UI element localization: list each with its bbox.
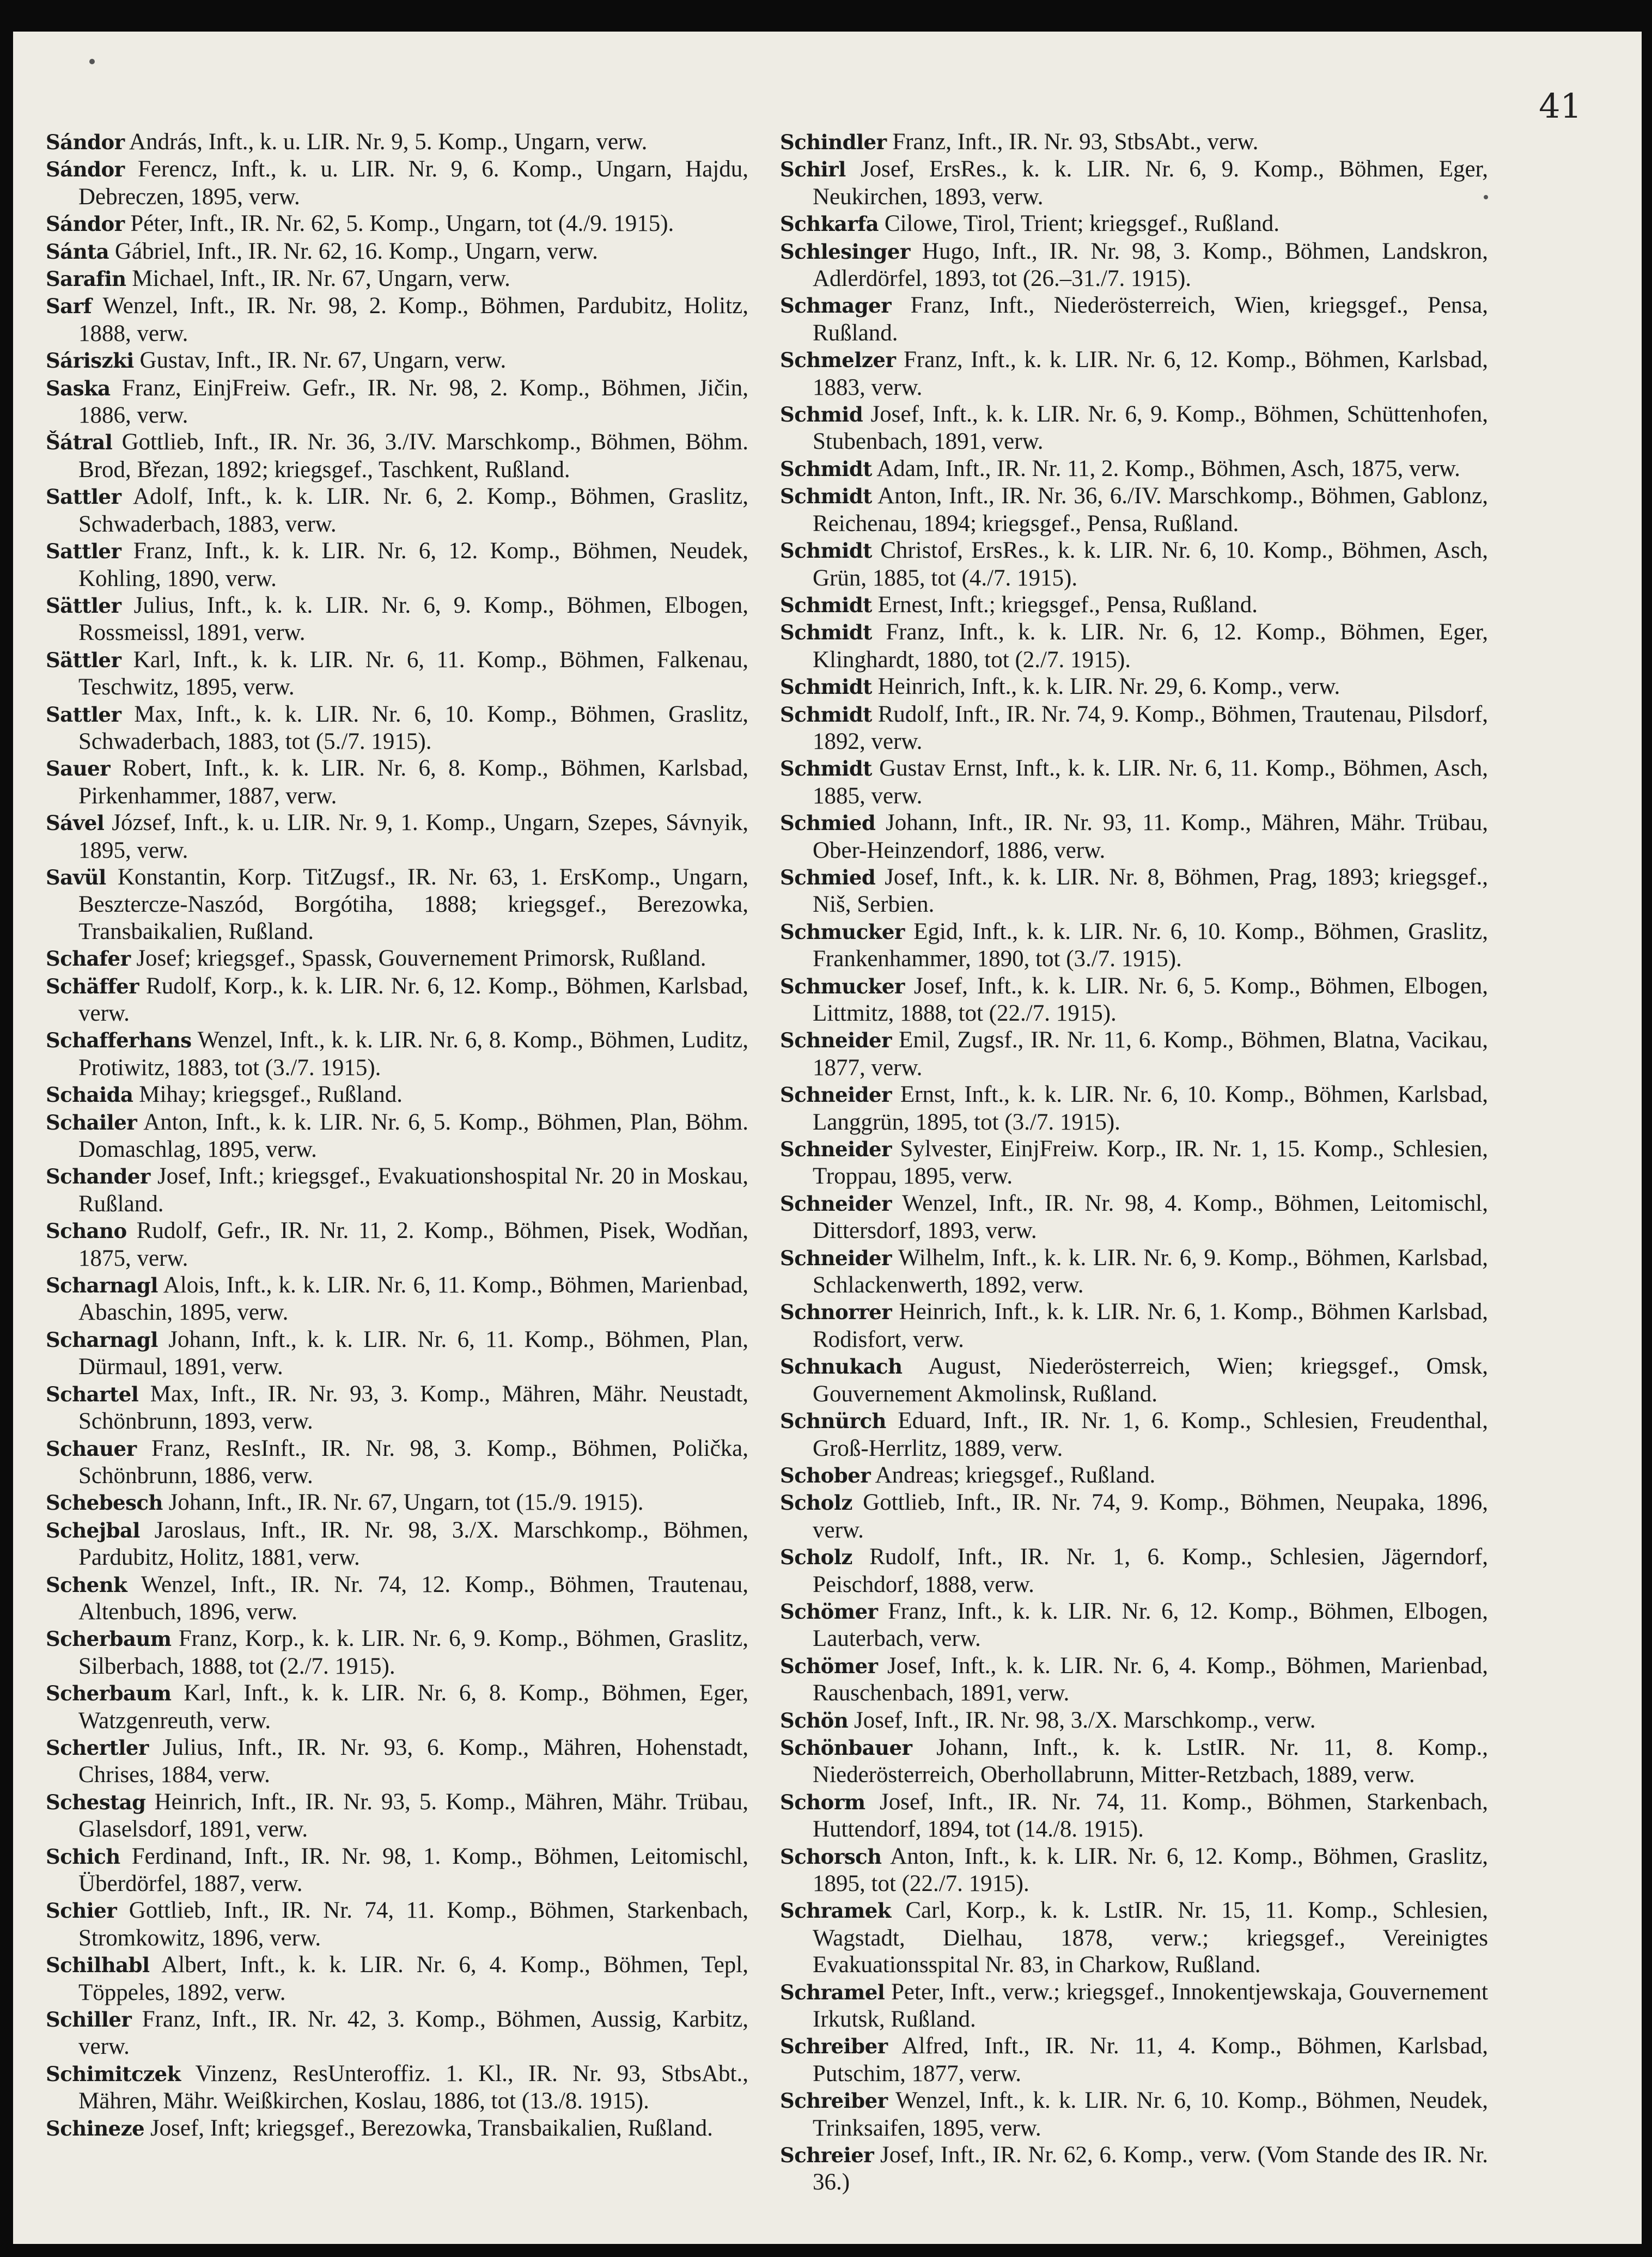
entry-surname: Schneider <box>780 1191 892 1216</box>
entry-surname: Schimitczek <box>46 2061 181 2086</box>
entry-details: Julius, Inft., IR. Nr. 93, 6. Komp., Mähren, Hohenstadt, Chrises, 1884, verw. <box>78 1734 748 1788</box>
entry-details: Ernest, Inft.; kriegsgef., Pensa, Rußland. <box>871 591 1258 618</box>
register-entry <box>780 973 1488 1027</box>
entry-surname: Schano <box>46 1219 127 1243</box>
register-entry <box>780 1544 1488 1598</box>
entry-details: Josef, Inft., k. k. LIR. Nr. 6, 9. Komp., Böhmen, Schüttenhofen, Stubenbach, 1891, verw. <box>813 401 1488 455</box>
register-entry <box>46 592 748 646</box>
entry-details: Alfred, Inft., IR. Nr. 11, 4. Komp., Böhmen, Karlsbad, Putschim, 1877, verw. <box>813 2033 1488 2087</box>
register-entry <box>780 1734 1488 1789</box>
register-entry <box>780 1598 1488 1652</box>
register-entry <box>46 429 748 483</box>
register-entry <box>780 1136 1488 1190</box>
entry-surname: Schmidt <box>780 675 872 699</box>
entry-details: András, Inft., k. u. LIR. Nr. 9, 5. Komp., Ungarn, verw. <box>124 129 648 155</box>
entry-details: Anton, Inft., IR. Nr. 36, 6./IV. Marschkomp., Böhmen, Gablonz, Reichenau, 1894; kriegsgef., Pensa, Rußland. <box>813 483 1488 536</box>
entry-surname: Schineze <box>46 2116 145 2140</box>
entry-surname: Šátral <box>46 430 113 455</box>
entry-details: Albert, Inft., k. k. LIR. Nr. 6, 4. Komp., Böhmen, Tepl, Töppeles, 1892, verw. <box>78 1952 748 2005</box>
register-entry <box>46 1625 748 1680</box>
register-entry <box>46 809 748 864</box>
entry-surname: Saska <box>46 376 111 400</box>
entry-details: Gábriel, Inft., IR. Nr. 62, 16. Komp., Ungarn, verw. <box>109 238 598 264</box>
register-entry <box>780 1979 1488 2033</box>
entry-surname: Schlesinger <box>780 239 910 264</box>
entry-details: Franz, Inft., k. k. LIR. Nr. 6, 12. Komp., Böhmen, Neudek, Kohling, 1890, verw. <box>78 538 748 591</box>
register-entry <box>46 129 748 156</box>
register-entry <box>46 292 748 347</box>
register-entry <box>46 646 748 701</box>
entry-surname: Schmidt <box>780 702 872 727</box>
register-entry <box>780 864 1488 918</box>
entry-surname: Schönbauer <box>780 1735 912 1760</box>
entry-details: Jaroslaus, Inft., IR. Nr. 98, 3./X. Marschkomp., Böhmen, Pardubitz, Holitz, 1881, verw. <box>78 1517 748 1571</box>
register-entry <box>780 1462 1488 1489</box>
entry-surname: Schauer <box>46 1436 137 1461</box>
entry-details: Franz, Inft., k. k. LIR. Nr. 6, 12. Komp., Böhmen, Eger, Klinghardt, 1880, tot (2./7. 1915). <box>813 619 1488 673</box>
register-entry <box>46 1272 748 1326</box>
entry-details: Ernst, Inft., k. k. LIR. Nr. 6, 10. Komp., Böhmen, Karlsbad, Langgrün, 1895, tot (3./7. 1915). <box>813 1082 1488 1135</box>
page-number: 41 <box>1539 86 1582 126</box>
entry-details: Max, Inft., IR. Nr. 93, 3. Komp., Mähren, Mähr. Neustadt, Schönbrunn, 1893, verw. <box>78 1381 748 1435</box>
entry-surname: Schkarfa <box>780 212 879 236</box>
entry-surname: Schneider <box>780 1083 892 1107</box>
entry-details: Wenzel, Inft., IR. Nr. 98, 2. Komp., Böhmen, Pardubitz, Holitz, 1888, verw. <box>78 293 748 346</box>
entry-details: Eduard, Inft., IR. Nr. 1, 6. Komp., Schlesien, Freudenthal, Groß-Herrlitz, 1889, verw. <box>813 1408 1488 1461</box>
entry-surname: Schilhabl <box>46 1953 150 1978</box>
entry-surname: Schich <box>46 1844 120 1869</box>
register-entry <box>780 809 1488 864</box>
register-entry <box>46 2006 748 2060</box>
entry-surname: Schestag <box>46 1790 146 1814</box>
entry-details: Johann, Inft., k. k. LIR. Nr. 6, 11. Komp., Böhmen, Plan, Dürmaul, 1891, verw. <box>78 1326 748 1380</box>
register-entry <box>46 864 748 945</box>
register-entry <box>780 483 1488 537</box>
entry-surname: Sattler <box>46 485 121 509</box>
register-entry <box>46 1435 748 1490</box>
entry-surname: Schnukach <box>780 1355 903 1379</box>
entry-details: Wenzel, Inft., IR. Nr. 74, 12. Komp., Böhmen, Trautenau, Altenbuch, 1896, verw. <box>78 1571 748 1625</box>
entry-surname: Savül <box>46 865 106 889</box>
entry-details: Wilhelm, Inft., k. k. LIR. Nr. 6, 9. Komp., Böhmen, Karlsbad, Schlackenwerth, 1892, verw. <box>813 1245 1488 1298</box>
register-entry <box>780 2033 1488 2087</box>
register-entry <box>46 701 748 755</box>
entry-details: Karl, Inft., k. k. LIR. Nr. 6, 11. Komp., Böhmen, Falkenau, Teschwitz, 1895, verw. <box>78 646 748 700</box>
entry-details: Egid, Inft., k. k. LIR. Nr. 6, 10. Komp., Böhmen, Graslitz, Frankenhammer, 1890, tot (3./7. 1915). <box>813 918 1488 972</box>
register-entry <box>46 238 748 265</box>
entry-details: Franz, Inft., IR. Nr. 42, 3. Komp., Böhmen, Aussig, Karbitz, verw. <box>78 2006 748 2060</box>
entry-details: Josef, Inft., k. k. LIR. Nr. 6, 4. Komp., Böhmen, Marienbad, Rauschenbach, 1891, verw. <box>813 1652 1488 1706</box>
register-entry <box>780 701 1488 755</box>
register-entry <box>780 619 1488 673</box>
entry-details: Julius, Inft., k. k. LIR. Nr. 6, 9. Komp., Böhmen, Elbogen, Rossmeissl, 1891, verw. <box>78 592 748 646</box>
entry-details: Franz, Inft., IR. Nr. 93, StbsAbt., verw. <box>886 129 1259 155</box>
entry-details: Franz, Korp., k. k. LIR. Nr. 6, 9. Komp., Böhmen, Graslitz, Silberbach, 1888, tot (2./7. 1915). <box>78 1626 748 1679</box>
entry-surname: Sándor <box>46 212 125 236</box>
entry-details: Péter, Inft., IR. Nr. 62, 5. Komp., Ungarn, tot (4./9. 1915). <box>124 211 674 237</box>
entry-surname: Schneider <box>780 1246 892 1270</box>
entry-details: Vinzenz, ResUnteroffiz. 1. Kl., IR. Nr. 93, StbsAbt., Mähren, Mähr. Weißkirchen, Koslau, 1886, tot (13./8. 1915). <box>78 2060 748 2114</box>
entry-surname: Schmidt <box>780 484 872 509</box>
entry-surname: Schramek <box>780 1899 891 1923</box>
register-entry <box>46 1489 748 1516</box>
register-entry <box>780 1897 1488 1978</box>
entry-details: Heinrich, Inft., k. k. LIR. Nr. 29, 6. Komp., verw. <box>871 674 1340 700</box>
register-entry <box>46 1517 748 1571</box>
register-entry <box>46 375 748 429</box>
register-entry <box>46 1843 748 1898</box>
entry-surname: Schneider <box>780 1028 892 1053</box>
entry-details: Josef, Inft., k. k. LIR. Nr. 8, Böhmen, Prag, 1893; kriegsgef., Niš, Serbien. <box>813 864 1488 918</box>
entry-details: Josef, Inft., IR. Nr. 62, 6. Komp., verw. (Vom Stande des IR. Nr. 36.) <box>813 2142 1488 2195</box>
entry-surname: Sável <box>46 811 105 835</box>
entry-details: Franz, Inft., Niederösterreich, Wien, kriegsgef., Pensa, Rußland. <box>813 292 1488 346</box>
entry-surname: Sättler <box>46 648 121 672</box>
entry-surname: Schramel <box>780 1980 885 2004</box>
register-entry <box>46 1680 748 1734</box>
register-entry <box>46 1109 748 1163</box>
entry-surname: Schailer <box>46 1110 137 1134</box>
entry-surname: Schmied <box>780 811 876 835</box>
entry-details: Michael, Inft., IR. Nr. 67, Ungarn, verw. <box>126 266 510 292</box>
register-entry <box>46 265 748 292</box>
register-entry <box>780 238 1488 292</box>
register-entry <box>46 1571 748 1626</box>
register-entry <box>46 2060 748 2115</box>
register-entry <box>780 1843 1488 1898</box>
entry-surname: Schorsch <box>780 1844 882 1869</box>
entry-surname: Schaida <box>46 1083 133 1107</box>
entry-details: Josef, ErsRes., k. k. LIR. Nr. 6, 9. Komp., Böhmen, Eger, Neukirchen, 1893, verw. <box>813 156 1488 210</box>
register-entry <box>46 347 748 374</box>
entry-surname: Sándor <box>46 130 125 154</box>
entry-surname: Schmager <box>780 294 892 318</box>
register-entry <box>780 1353 1488 1407</box>
document-page <box>13 32 1642 2244</box>
register-entry <box>780 156 1488 210</box>
entry-surname: Schreiber <box>780 2034 888 2059</box>
entry-details: Gottlieb, Inft., IR. Nr. 74, 11. Komp., Böhmen, Starkenbach, Stromkowitz, 1896, verw. <box>78 1898 748 1951</box>
register-entry <box>780 1707 1488 1734</box>
entry-details: Johann, Inft., IR. Nr. 67, Ungarn, tot (15./9. 1915). <box>162 1490 644 1516</box>
register-entry <box>780 1489 1488 1544</box>
entry-details: Christof, ErsRes., k. k. LIR. Nr. 6, 10. Komp., Böhmen, Asch, Grün, 1885, tot (4./7. 1915). <box>813 538 1488 591</box>
entry-surname: Sánta <box>46 239 109 264</box>
entry-surname: Schmied <box>780 865 876 889</box>
register-entry <box>46 538 748 592</box>
register-entry <box>780 2142 1488 2196</box>
register-entry <box>46 156 748 210</box>
entry-surname: Schneider <box>780 1137 892 1162</box>
entry-surname: Schirl <box>780 157 846 182</box>
entry-surname: Schiller <box>46 2008 132 2032</box>
register-entry <box>780 1245 1488 1299</box>
entry-details: Alois, Inft., k. k. LIR. Nr. 6, 11. Komp., Böhmen, Marienbad, Abaschin, 1895, verw. <box>78 1272 748 1326</box>
entry-surname: Schebesch <box>46 1491 163 1515</box>
register-entry <box>780 1027 1488 1081</box>
register-entry <box>780 292 1488 346</box>
paper-speck <box>89 59 95 64</box>
entry-details: Carl, Korp., k. k. LstIR. Nr. 15, 11. Komp., Schlesien, Wagstadt, Dielhau, 1878, verw.; kriegsgef., Vereinigtes Evakuationsspital Nr. 83, in Charkow, Rußland. <box>813 1898 1488 1978</box>
entry-details: Franz, EinjFreiw. Gefr., IR. Nr. 98, 2. Komp., Böhmen, Jičin, 1886, verw. <box>78 375 748 429</box>
entry-surname: Schmidt <box>780 539 872 563</box>
register-entry <box>46 1789 748 1843</box>
entry-details: Anton, Inft., k. k. LIR. Nr. 6, 5. Komp., Böhmen, Plan, Böhm. Domaschlag, 1895, verw. <box>78 1109 748 1163</box>
entry-details: Rudolf, Inft., IR. Nr. 74, 9. Komp., Böhmen, Trautenau, Pilsdorf, 1892, verw. <box>813 701 1488 754</box>
entry-surname: Schömer <box>780 1654 878 1678</box>
entry-surname: Schmidt <box>780 757 872 781</box>
entry-surname: Schindler <box>780 130 887 154</box>
entry-surname: Scholz <box>780 1545 852 1570</box>
entry-details: Konstantin, Korp. TitZugsf., IR. Nr. 63, 1. ErsKomp., Ungarn, Besztercze-Naszód, Borgótiha, 1888; kriegsgef., Berezowka, Transbaikalien, Rußland. <box>78 864 748 944</box>
register-entry <box>46 973 748 1027</box>
entry-details: Gottlieb, Inft., IR. Nr. 36, 3./IV. Marschkomp., Böhmen, Böhm. Brod, Březan, 1892; kriegsgef., Taschkent, Rußland. <box>78 429 748 483</box>
entry-surname: Sarafin <box>46 267 126 291</box>
register-entry <box>780 346 1488 401</box>
entry-details: Gustav Ernst, Inft., k. k. LIR. Nr. 6, 11. Komp., Böhmen, Asch, 1885, verw. <box>813 755 1488 809</box>
entry-details: Andreas; kriegsgef., Rußland. <box>870 1462 1156 1488</box>
entry-details: Rudolf, Korp., k. k. LIR. Nr. 6, 12. Komp., Böhmen, Karlsbad, verw. <box>78 973 748 1026</box>
register-entry <box>780 1652 1488 1707</box>
register-entry <box>46 945 748 972</box>
entry-surname: Schön <box>780 1708 849 1733</box>
entry-details: József, Inft., k. u. LIR. Nr. 9, 1. Komp., Ungarn, Szepes, Sávnyik, 1895, verw. <box>78 810 748 863</box>
register-entry <box>780 918 1488 973</box>
register-entry <box>780 401 1488 455</box>
register-entry <box>46 2115 748 2142</box>
register-entry <box>46 210 748 237</box>
entry-details: Josef, Inft., IR. Nr. 74, 11. Komp., Böhmen, Starkenbach, Huttendorf, 1894, tot (14./8. 1915). <box>813 1789 1488 1843</box>
entry-surname: Schmucker <box>780 974 905 998</box>
register-entry <box>46 1734 748 1789</box>
entry-details: Josef; kriegsgef., Spassk, Gouvernement Primorsk, Rußland. <box>130 945 706 972</box>
entry-surname: Schmidt <box>780 593 872 617</box>
right-column <box>780 129 1488 2196</box>
entry-surname: Schmidt <box>780 456 872 481</box>
entry-surname: Schäffer <box>46 974 139 998</box>
entry-surname: Sattler <box>46 539 121 564</box>
register-entry <box>780 755 1488 809</box>
entry-surname: Schmidt <box>780 620 872 645</box>
register-entry <box>780 1298 1488 1353</box>
entry-details: Gottlieb, Inft., IR. Nr. 74, 9. Komp., Böhmen, Neupaka, 1896, verw. <box>813 1490 1488 1543</box>
entry-details: Josef, Inft., k. k. LIR. Nr. 6, 5. Komp., Böhmen, Elbogen, Littmitz, 1888, tot (22./7. 1915). <box>813 973 1488 1026</box>
entry-details: Heinrich, Inft., k. k. LIR. Nr. 6, 1. Komp., Böhmen Karlsbad, Rodisfort, verw. <box>813 1299 1488 1352</box>
entry-surname: Scharnagl <box>46 1327 158 1352</box>
register-entry <box>780 591 1488 619</box>
entry-details: Franz, ResInft., IR. Nr. 98, 3. Komp., Böhmen, Polička, Schönbrunn, 1886, verw. <box>78 1435 748 1489</box>
entry-surname: Sándor <box>46 157 125 182</box>
register-entry <box>46 1897 748 1951</box>
register-entry <box>46 1381 748 1435</box>
entry-details: Wenzel, Inft., k. k. LIR. Nr. 6, 10. Komp., Böhmen, Neudek, Trinksaifen, 1895, verw. <box>813 2088 1488 2141</box>
entry-details: Franz, Inft., k. k. LIR. Nr. 6, 12. Komp., Böhmen, Karlsbad, 1883, verw. <box>813 347 1488 400</box>
entry-details: Sylvester, EinjFreiw. Korp., IR. Nr. 1, 15. Komp., Schlesien, Troppau, 1895, verw. <box>813 1136 1488 1190</box>
entry-details: Mihay; kriegsgef., Rußland. <box>133 1082 403 1108</box>
entry-details: Josef, Inft., IR. Nr. 98, 3./X. Marschkomp., verw. <box>848 1707 1316 1733</box>
entry-details: Robert, Inft., k. k. LIR. Nr. 6, 8. Komp., Böhmen, Karlsbad, Pirkenhammer, 1887, verw. <box>78 755 748 809</box>
entry-details: Josef, Inft.; kriegsgef., Evakuationshospital Nr. 20 in Moskau, Rußland. <box>78 1163 748 1217</box>
entry-details: Franz, Inft., k. k. LIR. Nr. 6, 12. Komp., Böhmen, Elbogen, Lauterbach, verw. <box>813 1598 1488 1652</box>
entry-details: Hugo, Inft., IR. Nr. 98, 3. Komp., Böhmen, Landskron, Adlerdörfel, 1893, tot (26.–31./7. 1915). <box>813 238 1488 292</box>
entry-surname: Schreier <box>780 2143 874 2168</box>
entry-surname: Schafer <box>46 947 131 971</box>
entry-details: Ferencz, Inft., k. u. LIR. Nr. 9, 6. Komp., Ungarn, Hajdu, Debreczen, 1895, verw. <box>78 156 748 210</box>
entry-details: Karl, Inft., k. k. LIR. Nr. 6, 8. Komp., Böhmen, Eger, Watzgenreuth, verw. <box>78 1680 748 1734</box>
left-column <box>46 129 748 2142</box>
register-entry <box>780 673 1488 700</box>
register-entry <box>780 455 1488 483</box>
entry-details: Adam, Inft., IR. Nr. 11, 2. Komp., Böhmen, Asch, 1875, verw. <box>871 455 1460 481</box>
entry-surname: Schartel <box>46 1382 139 1406</box>
entry-details: Emil, Zugsf., IR. Nr. 11, 6. Komp., Böhmen, Blatna, Vacikau, 1877, verw. <box>813 1027 1488 1081</box>
entry-surname: Scherbaum <box>46 1627 172 1651</box>
entry-details: Rudolf, Gefr., IR. Nr. 11, 2. Komp., Böhmen, Pisek, Wodňan, 1875, verw. <box>78 1218 748 1271</box>
entry-surname: Schier <box>46 1899 117 1923</box>
register-entry <box>780 537 1488 591</box>
register-entry <box>46 1027 748 1081</box>
entry-surname: Schafferhans <box>46 1028 192 1053</box>
register-entry <box>46 483 748 538</box>
entry-details: Wenzel, Inft., IR. Nr. 98, 4. Komp., Böhmen, Leitomischl, Dittersdorf, 1893, verw. <box>813 1190 1488 1244</box>
entry-surname: Schmid <box>780 402 863 427</box>
entry-details: Wenzel, Inft., k. k. LIR. Nr. 6, 8. Komp., Böhmen, Luditz, Protiwitz, 1883, tot (3./7. 1915). <box>78 1027 748 1081</box>
register-entry <box>780 1081 1488 1136</box>
entry-details: August, Niederösterreich, Wien; kriegsgef., Omsk, Gouvernement Akmolinsk, Rußland. <box>813 1353 1488 1407</box>
entry-details: Max, Inft., k. k. LIR. Nr. 6, 10. Komp., Böhmen, Graslitz, Schwaderbach, 1883, tot (5./7. 1915). <box>78 701 748 754</box>
entry-surname: Schmucker <box>780 919 905 944</box>
entry-surname: Scherbaum <box>46 1681 172 1706</box>
entry-details: Johann, Inft., IR. Nr. 93, 11. Komp., Mähren, Mähr. Trübau, Ober-Heinzendorf, 1886, verw. <box>813 810 1488 863</box>
register-entry <box>780 129 1488 156</box>
register-entry <box>780 2087 1488 2142</box>
entry-details: Anton, Inft., k. k. LIR. Nr. 6, 12. Komp., Böhmen, Graslitz, 1895, tot (22./7. 1915). <box>813 1843 1488 1896</box>
register-entry <box>46 1326 748 1381</box>
entry-surname: Scharnagl <box>46 1273 158 1298</box>
entry-details: Cilowe, Tirol, Trient; kriegsgef., Rußland. <box>879 211 1279 237</box>
entry-surname: Schmelzer <box>780 348 896 373</box>
register-entry <box>46 1163 748 1217</box>
entry-details: Rudolf, Inft., IR. Nr. 1, 6. Komp., Schlesien, Jägerndorf, Peischdorf, 1888, verw. <box>813 1544 1488 1597</box>
entry-surname: Sauer <box>46 757 111 781</box>
register-entry <box>46 1217 748 1272</box>
entry-surname: Schnorrer <box>780 1300 892 1325</box>
entry-surname: Scholz <box>780 1491 852 1515</box>
entry-surname: Schober <box>780 1463 871 1487</box>
paper-speck <box>1484 195 1488 199</box>
entry-surname: Sättler <box>46 593 121 618</box>
entry-surname: Schenk <box>46 1572 127 1597</box>
entry-surname: Schejbal <box>46 1518 140 1542</box>
entry-details: Adolf, Inft., k. k. LIR. Nr. 6, 2. Komp., Böhmen, Graslitz, Schwaderbach, 1883, verw. <box>78 484 748 537</box>
entry-surname: Schander <box>46 1164 150 1189</box>
entry-details: Peter, Inft., verw.; kriegsgef., Innokentjewskaja, Gouvernement Irkutsk, Rußland. <box>813 1979 1488 2033</box>
entry-details: Gustav, Inft., IR. Nr. 67, Ungarn, verw. <box>133 347 507 374</box>
register-entry <box>46 1951 748 2006</box>
entry-details: Heinrich, Inft., IR. Nr. 93, 5. Komp., Mähren, Mähr. Trübau, Glaselsdorf, 1891, verw. <box>78 1789 748 1843</box>
register-entry <box>46 755 748 809</box>
entry-surname: Schreiber <box>780 2089 888 2113</box>
entry-surname: Sarf <box>46 294 92 319</box>
register-entry <box>780 1789 1488 1843</box>
entry-surname: Schömer <box>780 1599 878 1624</box>
register-entry <box>780 1190 1488 1245</box>
entry-surname: Schertler <box>46 1735 149 1760</box>
register-entry <box>46 1081 748 1108</box>
entry-surname: Sattler <box>46 702 121 727</box>
entry-surname: Schnürch <box>780 1409 886 1433</box>
entry-surname: Schorm <box>780 1790 865 1814</box>
entry-surname: Sáriszki <box>46 349 134 373</box>
entry-details: Ferdinand, Inft., IR. Nr. 98, 1. Komp., Böhmen, Leitomischl, Überdörfel, 1887, verw. <box>78 1843 748 1896</box>
entry-details: Johann, Inft., k. k. LstIR. Nr. 11, 8. Komp., Niederösterreich, Oberhollabrunn, Mitter-Retzbach, 1889, verw. <box>813 1734 1488 1788</box>
entry-details: Josef, Inft; kriegsgef., Berezowka, Transbaikalien, Rußland. <box>144 2115 713 2141</box>
register-entry <box>780 210 1488 237</box>
register-entry <box>780 1407 1488 1462</box>
